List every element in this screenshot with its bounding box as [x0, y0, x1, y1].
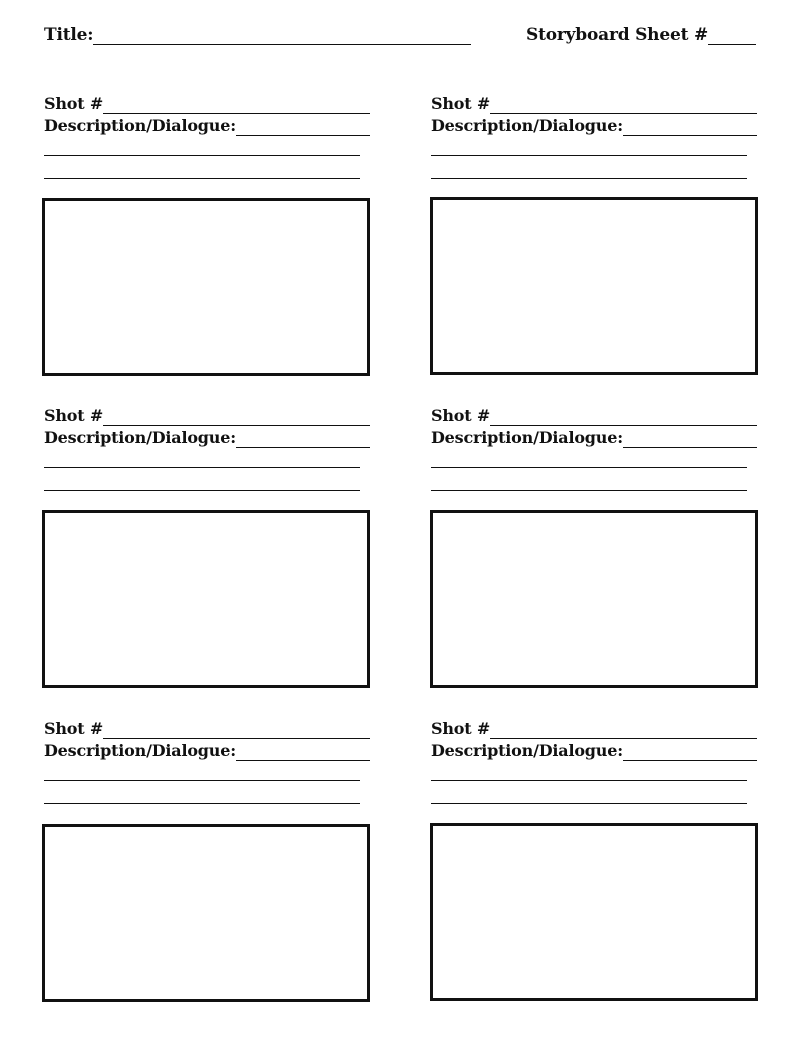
description-line-2[interactable]	[431, 467, 747, 468]
sheet-number-blank-line[interactable]	[708, 26, 756, 45]
description-field	[44, 739, 370, 761]
description-line-3[interactable]	[431, 490, 747, 491]
description-field	[44, 114, 370, 136]
shot-number-label: Shot #	[44, 94, 104, 113]
sheet-header	[44, 25, 756, 49]
description-line-3[interactable]	[431, 803, 747, 804]
shot-number-label: Shot #	[431, 719, 491, 738]
title-field	[44, 25, 471, 45]
description-label: Description/Dialogue:	[44, 741, 236, 760]
description-label: Description/Dialogue:	[431, 116, 623, 135]
description-line-2[interactable]	[431, 155, 747, 156]
description-line-2[interactable]	[431, 780, 747, 781]
shot-number-field	[431, 404, 757, 426]
description-field	[44, 426, 370, 448]
description-line-3[interactable]	[44, 803, 360, 804]
shot-number-blank-line[interactable]	[490, 722, 757, 739]
description-label: Description/Dialogue:	[431, 741, 623, 760]
panel-5-frame[interactable]	[42, 824, 370, 1002]
description-blank-line[interactable]	[623, 744, 757, 761]
description-blank-line[interactable]	[236, 431, 370, 448]
shot-number-blank-line[interactable]	[103, 722, 370, 739]
title-blank-line[interactable]	[93, 26, 471, 45]
description-label: Description/Dialogue:	[431, 428, 623, 447]
shot-number-label: Shot #	[431, 94, 491, 113]
description-blank-line[interactable]	[623, 119, 757, 136]
panel-1-frame[interactable]	[42, 198, 370, 376]
description-line-3[interactable]	[431, 178, 747, 179]
shot-number-field	[44, 92, 370, 114]
panel-2-frame[interactable]	[430, 197, 758, 375]
description-label: Description/Dialogue:	[44, 116, 236, 135]
description-line-2[interactable]	[44, 467, 360, 468]
description-field	[431, 426, 757, 448]
description-field	[431, 739, 757, 761]
panel-6-fields	[431, 717, 757, 804]
shot-number-label: Shot #	[44, 406, 104, 425]
panel-3-fields	[44, 404, 370, 491]
panel-5-fields	[44, 717, 370, 804]
panel-6-frame[interactable]	[430, 823, 758, 1001]
title-label: Title:	[44, 25, 94, 45]
shot-number-blank-line[interactable]	[490, 97, 757, 114]
description-line-3[interactable]	[44, 490, 360, 491]
description-blank-line[interactable]	[623, 431, 757, 448]
shot-number-blank-line[interactable]	[103, 97, 370, 114]
shot-number-blank-line[interactable]	[103, 409, 370, 426]
shot-number-field	[431, 717, 757, 739]
panel-1-fields	[44, 92, 370, 179]
panel-4-fields	[431, 404, 757, 491]
description-blank-line[interactable]	[236, 119, 370, 136]
sheet-number-label: Storyboard Sheet #	[526, 25, 708, 45]
panel-2-fields	[431, 92, 757, 179]
shot-number-label: Shot #	[431, 406, 491, 425]
sheet-number-field	[526, 25, 756, 45]
description-line-2[interactable]	[44, 780, 360, 781]
shot-number-field	[44, 717, 370, 739]
shot-number-field	[431, 92, 757, 114]
panel-4-frame[interactable]	[430, 510, 758, 688]
description-line-3[interactable]	[44, 178, 360, 179]
panel-3-frame[interactable]	[42, 510, 370, 688]
description-field	[431, 114, 757, 136]
shot-number-blank-line[interactable]	[490, 409, 757, 426]
shot-number-label: Shot #	[44, 719, 104, 738]
description-blank-line[interactable]	[236, 744, 370, 761]
shot-number-field	[44, 404, 370, 426]
description-line-2[interactable]	[44, 155, 360, 156]
description-label: Description/Dialogue:	[44, 428, 236, 447]
